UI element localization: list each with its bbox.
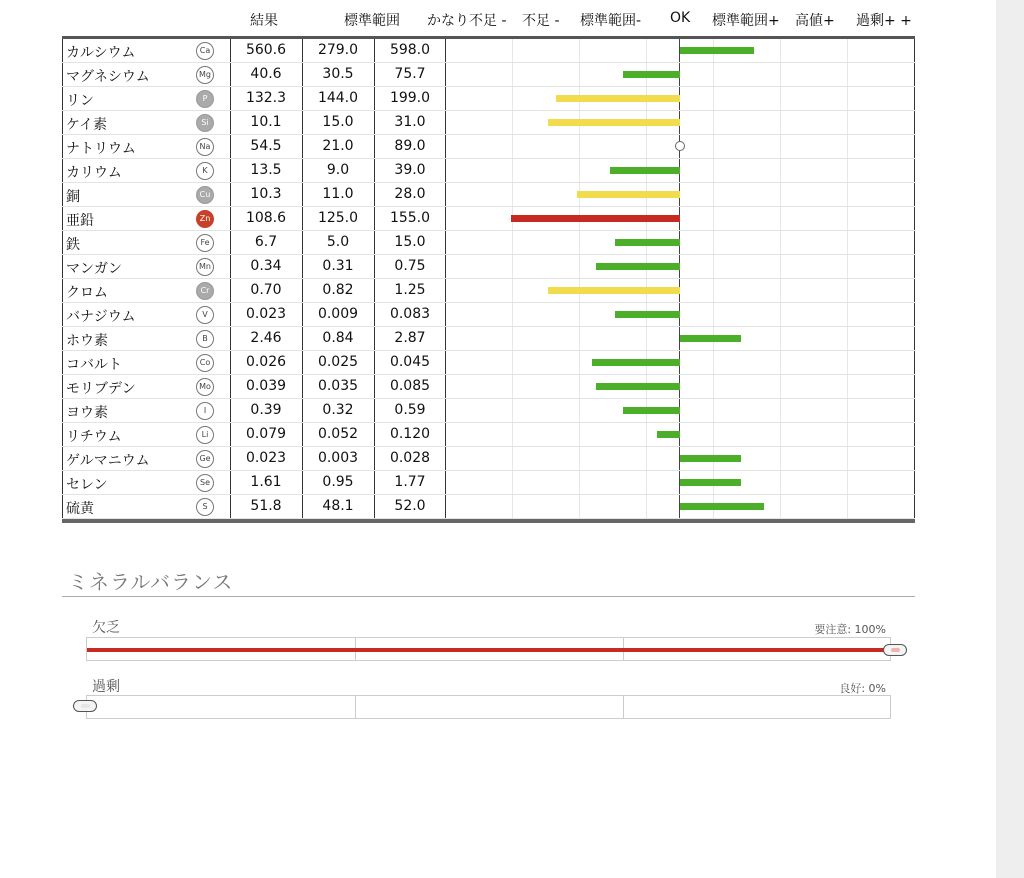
deviation-bar [615,239,680,246]
value-high: 52.0 [394,498,426,514]
element-symbol-badge: K [196,162,214,180]
table-row [62,375,915,399]
value-low: 0.003 [317,450,359,466]
value-result: 0.39 [250,402,282,418]
table-row [62,327,915,351]
deficiency-gauge [86,637,891,661]
element-symbol-badge: Fe [196,234,214,252]
value-result: 2.46 [250,330,282,346]
value-low: 0.84 [322,330,354,346]
mineral-name: リチウム [66,429,122,445]
value-high: 15.0 [394,234,426,250]
value-high: 0.045 [389,354,431,370]
ok-marker [675,141,685,151]
value-result: 132.3 [245,90,287,106]
element-symbol-badge: Cr [196,282,214,300]
mineral-name: バナジウム [66,309,136,325]
table-row [62,495,915,519]
gauge-divider [355,696,356,718]
handle-grip [81,704,90,708]
value-low: 15.0 [322,114,354,130]
header-scale-range-plus: 標準範囲+ [712,13,780,29]
value-high: 2.87 [394,330,426,346]
element-symbol-badge: Ge [196,450,214,468]
deviation-bar [680,335,741,342]
mineral-name: 亜鉛 [66,213,94,229]
deviation-bar [615,311,680,318]
mineral-name: 銅 [66,189,80,205]
mineral-name: ヨウ素 [66,405,108,421]
table-row [62,447,915,471]
deviation-bar [680,455,741,462]
element-symbol-badge: P [196,90,214,108]
value-high: 1.25 [394,282,426,298]
value-result: 560.6 [245,42,287,58]
table-row [62,303,915,327]
value-low: 21.0 [322,138,354,154]
value-result: 0.34 [250,258,282,274]
value-result: 0.079 [245,426,287,442]
value-high: 39.0 [394,162,426,178]
table-row [62,279,915,303]
mineral-name: セレン [66,477,108,493]
deviation-bar [548,287,680,294]
header-result: 結果 [250,13,278,29]
deviation-bar [548,119,680,126]
element-symbol-badge: B [196,330,214,348]
table-row [62,87,915,111]
deviation-bar [680,503,764,510]
value-low: 279.0 [317,42,359,58]
mineral-name: リン [66,93,94,109]
value-result: 13.5 [250,162,282,178]
table-bottom-rule [62,519,915,523]
deficiency-status: 要注意: 100% [814,623,886,636]
mineral-name: 硫黄 [66,501,94,517]
value-high: 0.085 [389,378,431,394]
element-symbol-badge: Mg [196,66,214,84]
header-scale-range-minus: 標準範囲- [580,13,642,29]
deviation-bar [596,263,680,270]
value-low: 144.0 [317,90,359,106]
table-row [62,471,915,495]
value-result: 108.6 [245,210,287,226]
deviation-bar [657,431,680,438]
element-symbol-badge: Se [196,474,214,492]
header-scale-ok: OK [670,10,691,26]
deficiency-label: 欠乏 [92,620,120,636]
excess-slider-handle[interactable] [73,700,97,712]
element-symbol-badge: I [196,402,214,420]
value-high: 0.59 [394,402,426,418]
value-high: 0.083 [389,306,431,322]
table-row [62,135,915,159]
value-result: 10.1 [250,114,282,130]
value-result: 0.026 [245,354,287,370]
table-row [62,207,915,231]
table-row [62,159,915,183]
mineral-table [62,36,915,522]
mineral-name: ホウ素 [66,333,108,349]
mineral-name: ナトリウム [66,141,136,157]
element-symbol-badge: Cu [196,186,214,204]
excess-gauge [86,695,891,719]
value-high: 31.0 [394,114,426,130]
value-low: 11.0 [322,186,354,202]
value-low: 125.0 [317,210,359,226]
value-low: 30.5 [322,66,354,82]
deviation-bar [623,71,680,78]
deviation-bar [610,167,680,174]
deviation-bar [556,95,680,102]
element-symbol-badge: Na [196,138,214,156]
mineral-name: 鉄 [66,237,80,253]
deviation-bar [680,479,741,486]
value-low: 9.0 [326,162,350,178]
value-high: 0.028 [389,450,431,466]
header-scale-very-low: かなり不足 - [427,13,507,29]
deviation-bar [592,359,680,366]
mineral-name: カリウム [66,165,122,181]
mineral-name: ゲルマニウム [66,453,150,469]
mineral-name: ケイ素 [66,117,108,133]
value-low: 5.0 [326,234,350,250]
element-symbol-badge: Mn [196,258,214,276]
table-row [62,255,915,279]
value-result: 6.7 [254,234,278,250]
value-low: 0.052 [317,426,359,442]
value-result: 54.5 [250,138,282,154]
mineral-balance-title: ミネラルバランス [68,570,234,594]
element-symbol-badge: Mo [196,378,214,396]
value-result: 0.023 [245,450,287,466]
value-high: 89.0 [394,138,426,154]
value-result: 10.3 [250,186,282,202]
value-result: 1.61 [250,474,282,490]
element-symbol-badge: Si [196,114,214,132]
element-symbol-badge: Ca [196,42,214,60]
deficiency-slider-handle[interactable] [883,644,907,656]
table-row [62,63,915,87]
mineral-name: マグネシウム [66,69,150,85]
header-scale-excess: 過剰+ + [856,13,912,29]
table-row [62,183,915,207]
element-symbol-badge: V [196,306,214,324]
mineral-name: コバルト [66,357,122,373]
value-high: 1.77 [394,474,426,490]
value-low: 0.32 [322,402,354,418]
table-row [62,399,915,423]
value-low: 0.31 [322,258,354,274]
value-low: 0.025 [317,354,359,370]
table-row [62,231,915,255]
header-standard-range: 標準範囲 [344,13,400,29]
excess-status: 良好: 0% [839,682,886,695]
table-row [62,39,915,63]
value-high: 598.0 [389,42,431,58]
value-result: 40.6 [250,66,282,82]
mineral-name: マンガン [66,261,122,277]
mineral-name: カルシウム [66,45,136,61]
table-row [62,111,915,135]
deficiency-fill [87,648,890,652]
deviation-bar [577,191,680,198]
value-high: 0.75 [394,258,426,274]
element-symbol-badge: Co [196,354,214,372]
handle-grip [891,648,900,652]
header-scale-high: 高値+ [795,13,835,29]
element-symbol-badge: Li [196,426,214,444]
value-high: 155.0 [389,210,431,226]
table-row [62,351,915,375]
value-result: 0.70 [250,282,282,298]
value-low: 48.1 [322,498,354,514]
gauge-divider [623,696,624,718]
deviation-bar [511,215,680,222]
mineral-name: モリブデン [66,381,136,397]
value-low: 0.95 [322,474,354,490]
page-scrollbar[interactable] [996,0,1024,878]
value-high: 0.120 [389,426,431,442]
value-low: 0.035 [317,378,359,394]
value-low: 0.82 [322,282,354,298]
value-high: 28.0 [394,186,426,202]
mineral-name: クロム [66,285,108,301]
value-high: 199.0 [389,90,431,106]
deviation-bar [623,407,680,414]
element-symbol-badge: Zn [196,210,214,228]
deviation-bar [680,47,754,54]
excess-label: 過剰 [92,679,120,695]
element-symbol-badge: S [196,498,214,516]
deviation-bar [596,383,680,390]
value-high: 75.7 [394,66,426,82]
section-divider [62,596,915,597]
value-result: 0.039 [245,378,287,394]
value-result: 0.023 [245,306,287,322]
table-row [62,423,915,447]
value-result: 51.8 [250,498,282,514]
value-low: 0.009 [317,306,359,322]
header-scale-low: 不足 - [522,13,560,29]
